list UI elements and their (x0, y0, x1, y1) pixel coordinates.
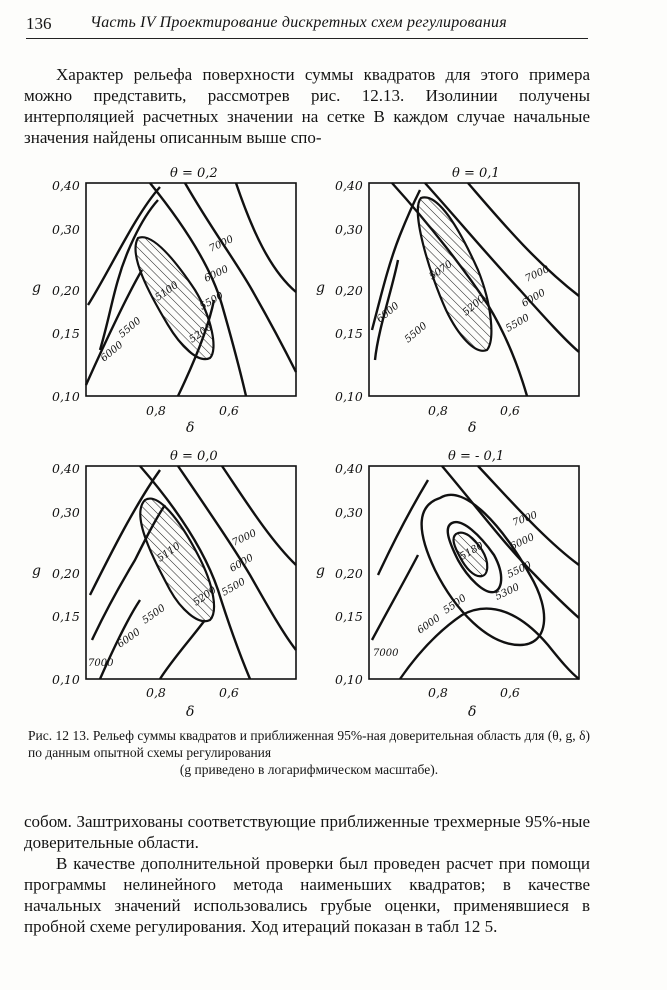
caption-last-line: (g приведено в логарифмическом масштабе). (179, 762, 439, 777)
panel-2-title: θ = 0,1 (452, 166, 500, 181)
panel-3-label-5500: 5500 (220, 576, 248, 599)
panel-4-label-7000b: 7000 (373, 648, 399, 659)
panel-3-xtick-2: 0,6 (219, 685, 239, 700)
panel-4-label-6000b: 6000 (415, 612, 443, 637)
panel-4-ylabel: g (316, 563, 325, 579)
panel-4-xtick-1: 0,8 (428, 685, 448, 700)
panel-1-xtick-1: 0,8 (146, 403, 166, 418)
panel-2-ylabel: g (316, 280, 325, 296)
panel-2 (316, 166, 579, 436)
panel-3-label-7000: 7000 (230, 527, 259, 549)
panel-3-ytick-1: 0,40 (52, 461, 80, 476)
panel-2-ytick-1: 0,40 (335, 178, 363, 193)
caption-lead: Рис. 12 13. (28, 728, 90, 743)
panel-3-label-5200: 5200 (191, 584, 219, 609)
panel-3-label-5500b: 5500 (140, 602, 168, 627)
panel-4-ytick-1: 0,40 (335, 461, 363, 476)
panel-1-ytick-1: 0,40 (52, 178, 80, 193)
panel-3 (32, 449, 296, 720)
figure-caption (28, 727, 590, 778)
panel-2-ytick-4: 0,15 (335, 326, 363, 341)
panel-3-contour-5500-lower (160, 620, 205, 679)
panel-3-label-7000b: 7000 (88, 658, 114, 669)
panel-2-ytick-2: 0,30 (335, 222, 363, 237)
panel-1-label-5500b: 5500 (116, 315, 144, 341)
panel-4-ytick-4: 0,15 (335, 609, 363, 624)
panel-1-ytick-5: 0,10 (52, 389, 80, 404)
panel-3-xlabel: δ (186, 704, 195, 720)
panel-1-xtick-2: 0,6 (219, 403, 239, 418)
page-number: 136 (26, 14, 52, 33)
panel-2-label-5070: 5070 (427, 258, 455, 283)
panel-3-ytick-4: 0,15 (52, 609, 80, 624)
panel-3-ytick-2: 0,30 (52, 505, 80, 520)
panel-4-title: θ = - 0,1 (448, 449, 505, 464)
panel-3-xtick-1: 0,8 (146, 685, 166, 700)
panel-1-label-5200: 5200 (187, 321, 215, 346)
panel-3-ylabel: g (32, 563, 41, 579)
panel-3-title: θ = 0,0 (170, 449, 218, 464)
panel-4-contour-6000-left (378, 480, 428, 575)
panel-4-xlabel: δ (468, 704, 477, 720)
panel-1-label-5500: 5500 (198, 290, 226, 313)
panel-4-xtick-2: 0,6 (500, 685, 520, 700)
panel-2-label-7000: 7000 (523, 263, 552, 285)
panel-1-xlabel: δ (186, 420, 195, 436)
panel-1 (32, 166, 296, 436)
panel-4-ytick-2: 0,30 (335, 505, 363, 520)
panel-4 (316, 449, 579, 720)
panel-2-ytick-5: 0,10 (335, 389, 363, 404)
running-title: Часть IV Проектирование дискретных схем регулирования (90, 14, 507, 31)
panel-3-label-6000: 6000 (228, 552, 256, 575)
panel-2-xtick-1: 0,8 (428, 403, 448, 418)
panel-2-label-5500: 5500 (504, 312, 532, 335)
panel-1-contour-7000-right (236, 183, 296, 292)
panel-4-label-5300: 5300 (493, 581, 522, 603)
panel-1-ytick-3: 0,20 (52, 283, 80, 298)
panel-1-ytick-4: 0,15 (52, 326, 80, 341)
panel-4-label-5500b: 5500 (441, 592, 469, 617)
panel-4-label-6000: 6000 (508, 531, 537, 553)
panel-2-label-5200: 5200 (460, 293, 488, 319)
panel-2-contour-7000 (468, 183, 579, 296)
caption-body: Рельеф суммы квадратов и приближенная 95%-ная доверительная область для (θ, g, δ) по данным опытной схемы регулирования (28, 728, 590, 760)
panel-3-ytick-5: 0,10 (52, 672, 80, 687)
paragraph-check: В качестве дополнительной проверки был проведен расчет при помощи программы нелинейного метода наименьших квадратов; в качестве начальных значений использовались грубые оценки, применявшиеся в пробной схеме регулирования. Ход итераций показан в табл 12 5. (24, 854, 590, 936)
panel-1-label-6000b: 6000 (98, 339, 126, 365)
panel-3-ytick-3: 0,20 (52, 566, 80, 581)
panel-4-label-5500: 5500 (505, 559, 534, 581)
panel-1-ylabel: g (32, 280, 41, 296)
panel-4-label-7000: 7000 (511, 509, 539, 529)
panel-2-label-6000: 6000 (520, 287, 548, 310)
paragraph-continuation: собом. Заштрихованы соответствующие приближенные трехмерные 95%-ные доверительные области. (24, 812, 590, 852)
panel-2-label-6000b: 6000 (374, 300, 402, 326)
panel-4-ytick-5: 0,10 (335, 672, 363, 687)
contour-figure (0, 160, 667, 725)
panel-2-ytick-3: 0,20 (335, 283, 363, 298)
panel-2-xtick-2: 0,6 (500, 403, 520, 418)
panel-2-label-5500b: 5500 (402, 320, 430, 346)
panel-1-label-6000: 6000 (202, 263, 231, 285)
paragraph-intro: Характер рельефа поверхности суммы квадратов для этого примера можно представить, рассмотрев рис. 12.13. Изолинии получены интерполяцией расчетных значении на сетке В каждом случае начальные значения найдены описанным выше спо- (24, 65, 590, 147)
panel-1-title: θ = 0,2 (170, 166, 218, 181)
panel-4-label-5180: 5180 (458, 540, 486, 563)
panel-4-contour-7000-left (372, 555, 418, 640)
panel-1-ytick-2: 0,30 (52, 222, 80, 237)
panel-3-label-6000b: 6000 (115, 626, 143, 651)
panel-2-xlabel: δ (468, 420, 477, 436)
panel-1-label-5100: 5100 (153, 279, 181, 304)
panel-1-label-7000: 7000 (207, 233, 236, 255)
page-header (26, 12, 588, 39)
panel-4-ytick-3: 0,20 (335, 566, 363, 581)
panel-3-label-5110: 5110 (155, 540, 183, 565)
